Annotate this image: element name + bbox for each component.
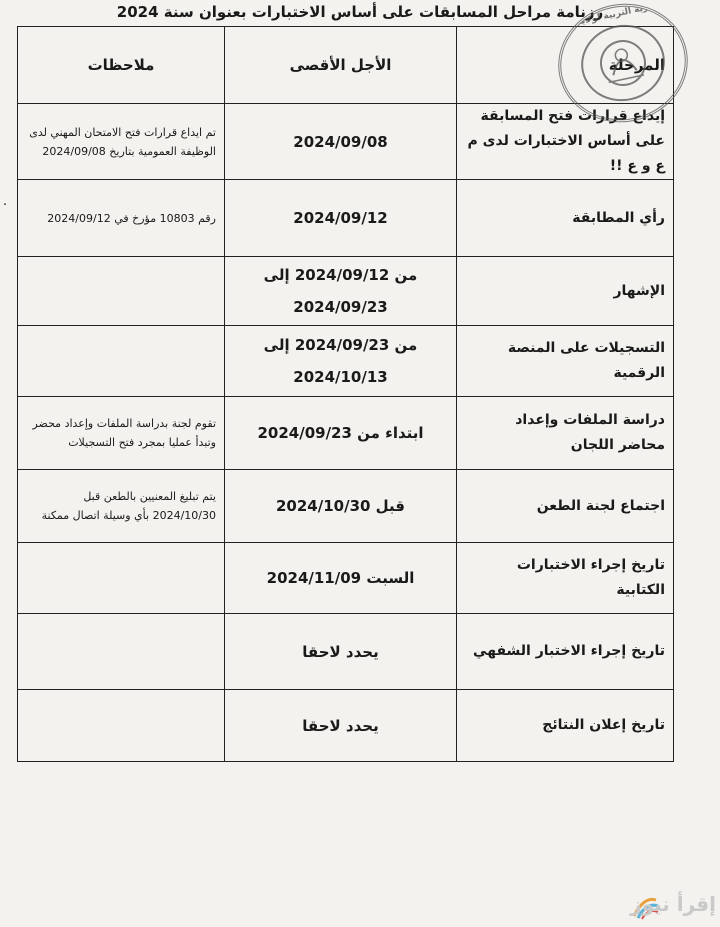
stage-cell: رأي المطابقة	[457, 180, 674, 257]
deadline-cell: السبت 2024/11/09	[225, 543, 457, 614]
deadline-cell: من 2024/09/23 إلى 2024/10/13	[225, 326, 457, 397]
header-deadline: الأجل الأقصى	[225, 27, 457, 104]
stage-cell: التسجيلات على المنصة الرقمية	[457, 326, 674, 397]
notes-cell: رقم 10803 مؤرخ في 2024/09/12	[18, 180, 225, 257]
stage-cell: إيداع قرارات فتح المسابقة على أساس الاختبارات لدى م ع و ع !!	[457, 104, 674, 180]
notes-cell	[18, 257, 225, 326]
notes-cell: تم ايداع قرارات فتح الامتحان المهني لدى الوظيفة العمومية بتاريخ 2024/09/08	[18, 104, 225, 180]
official-stamp	[547, 0, 699, 134]
table-row	[18, 470, 674, 543]
notes-cell	[18, 543, 225, 614]
deadline-cell: 2024/09/08	[225, 104, 457, 180]
notes-cell: يتم تبليغ المعنيين بالطعن قبل 2024/10/30 بأي وسيلة اتصال ممكنة	[18, 470, 225, 543]
stage-cell: تاريخ إجراء الاختبار الشفهي	[457, 614, 674, 690]
table-row	[18, 397, 674, 470]
notes-cell	[18, 614, 225, 690]
watermark	[630, 888, 720, 924]
notes-cell	[18, 326, 225, 397]
deadline-cell: 2024/09/12	[225, 180, 457, 257]
deadline-cell: يحدد لاحقا	[225, 614, 457, 690]
table-row	[18, 257, 674, 326]
header-notes: ملاحظات	[18, 27, 225, 104]
page-title: رزنامة مراحل المسابقات على أساس الاختبارات بعنوان سنة 2024	[116, 3, 604, 21]
schedule-table	[17, 26, 674, 762]
margin-mark: ·	[3, 198, 8, 213]
deadline-cell: من 2024/09/12 إلى 2024/09/23	[225, 257, 457, 326]
table-row	[18, 690, 674, 762]
stage-cell: الإشهار	[457, 257, 674, 326]
header-stage: المرحلة	[457, 27, 674, 104]
table-row	[18, 180, 674, 257]
stage-cell: تاريخ إجراء الاختبارات الكتابية	[457, 543, 674, 614]
stamp-text: مديرية التربية لولاية ...	[562, 0, 664, 31]
notes-cell	[18, 690, 225, 762]
deadline-cell: ابتداء من 2024/09/23	[225, 397, 457, 470]
deadline-cell: قبل 2024/10/30	[225, 470, 457, 543]
deadline-cell: يحدد لاحقا	[225, 690, 457, 762]
watermark-text: إقرأ نيوز	[630, 892, 716, 916]
stage-cell: اجتماع لجنة الطعن	[457, 470, 674, 543]
stage-cell: دراسة الملفات وإعداد محاضر اللجان	[457, 397, 674, 470]
table-row	[18, 543, 674, 614]
stage-cell: تاريخ إعلان النتائج	[457, 690, 674, 762]
table-row	[18, 326, 674, 397]
table-row	[18, 614, 674, 690]
notes-cell: تقوم لجنة بدراسة الملفات وإعداد محضر وتبدأ عمليا بمجرد فتح التسجيلات	[18, 397, 225, 470]
